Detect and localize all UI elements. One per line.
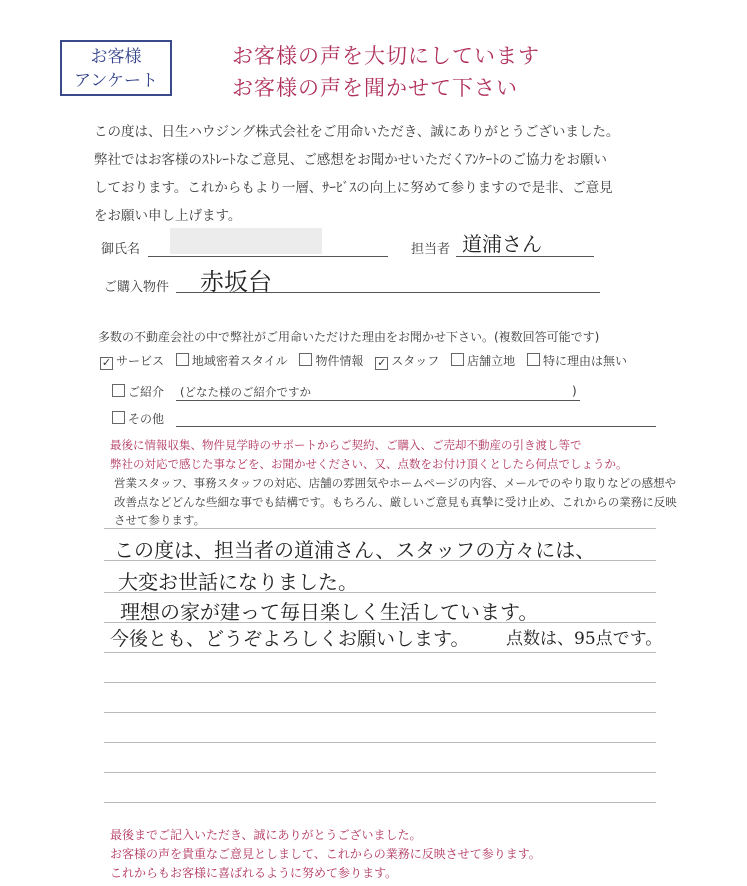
prompt-red-line2: 弊社の対応で感じた事などを、お聞かせください、又、点数をお付け頂くとしたら何点でしょうか。: [110, 456, 628, 471]
comment-rule: [104, 772, 656, 773]
intro-line1: この度は、日生ハウジング株式会社をご用命いただき、誠にありがとうございました。: [94, 124, 620, 140]
name-label: 御氏名: [101, 242, 141, 257]
comment-line1: この度は、担当者の道浦さん、スタッフの方々には、: [114, 538, 596, 562]
option-store-location[interactable]: 店舗立地: [451, 354, 515, 368]
survey-badge: [60, 40, 172, 96]
redacted-name: [170, 228, 322, 254]
intro-line3: しております。これからもより一層、ｻｰﾋﾞｽの向上に努めて参りますので是非、ご意見: [94, 180, 613, 196]
option-no-reason[interactable]: 特に理由は無い: [527, 354, 627, 368]
staff-field-line[interactable]: [456, 256, 594, 257]
option-staff[interactable]: ✓ スタッフ: [377, 354, 440, 369]
checkbox-service[interactable]: ✓: [101, 356, 112, 369]
reasons-question: 多数の不動産会社の中で弊社がご用命いただけた理由をお聞かせ下さい。(複数回答可能です): [98, 330, 600, 344]
checkbox-no-reason[interactable]: [527, 353, 540, 366]
name-field-line[interactable]: [148, 256, 388, 257]
footer-line3: これからもお客様に喜ばれるように努めて参ります。: [110, 866, 398, 880]
reasons-options: [100, 352, 627, 370]
option-local-style[interactable]: 地域密着スタイル: [176, 354, 288, 368]
comment-rule: [104, 682, 656, 683]
checkbox-referral[interactable]: [112, 384, 125, 397]
footer: [110, 826, 541, 883]
comment-line3: 理想の家が建って毎日楽しく生活しています。: [120, 600, 539, 624]
feedback-prompt: [114, 474, 677, 530]
footer-line2: お客様の声を貴重なご意見としまして、これからの業務に反映させて参ります。: [110, 847, 541, 861]
referral-field-line[interactable]: [176, 400, 580, 401]
intro-line2: 弊社ではお客様のｽﾄﾚｰﾄなご意見、ご感想をお聞かせいただくｱﾝｹｰﾄのご協力をお願い: [94, 152, 607, 168]
prompt-line2: 改善点などどんな些細な事でも結構です。もちろん、厳しいご意見も真摯に受け止め、これからの業務に反映: [114, 494, 677, 509]
comment-rule: [104, 742, 656, 743]
badge-line2: アンケート: [74, 71, 158, 91]
checkbox-staff[interactable]: ✓: [377, 356, 387, 369]
prompt-line3: させて参ります。: [114, 513, 206, 527]
comment-score: 点数は、95点です。: [506, 629, 663, 649]
prompt-red-line1: 最後に情報収集、物件見学時のサポートからご契約、ご購入、ご売却不動産の引き渡し等で: [110, 438, 582, 452]
intro-text: [94, 118, 674, 230]
staff-value: 道浦さん: [462, 232, 542, 256]
staff-label: 担当者: [411, 242, 451, 257]
comment-rule: [104, 528, 656, 529]
footer-line1: 最後までご記入いただき、誠にありがとうございました。: [110, 828, 422, 842]
comment-rule: [104, 802, 656, 803]
checkbox-store-location[interactable]: [451, 353, 464, 366]
badge-line1: お客様: [90, 47, 142, 67]
comment-line4: 今後とも、どうぞよろしくお願いします。: [110, 628, 470, 650]
intro-line4: をお願い申し上げます。: [94, 208, 242, 224]
referral-close: ): [572, 384, 577, 398]
feedback-prompt-red: [110, 436, 628, 473]
comment-rule: [104, 652, 656, 653]
option-referral[interactable]: ご紹介: [112, 383, 164, 400]
checkbox-other[interactable]: [112, 411, 125, 424]
option-other[interactable]: その他: [112, 410, 164, 427]
property-label: ご購入物件: [104, 280, 170, 295]
comment-line2: 大変お世話になりました。: [118, 570, 358, 594]
option-service[interactable]: ✓ サービス: [101, 354, 165, 369]
headline-1: お客様の声を大切にしています: [232, 44, 540, 68]
option-property-info[interactable]: 物件情報: [299, 354, 363, 368]
prompt-line1: 営業スタッフ、事務スタッフの対応、店舗の雰囲気やホームページの内容、メールでのやり取りなどの感想や: [114, 476, 677, 490]
property-value: 赤坂台: [200, 268, 272, 296]
checkbox-local-style[interactable]: [176, 353, 189, 366]
referral-hint: (どなた様のご紹介ですか: [180, 385, 311, 399]
other-field-line[interactable]: [176, 426, 656, 427]
comment-rule: [104, 712, 656, 713]
property-field-line[interactable]: [176, 292, 600, 293]
checkbox-property-info[interactable]: [299, 353, 312, 366]
headline-2: お客様の声を聞かせて下さい: [232, 76, 518, 100]
